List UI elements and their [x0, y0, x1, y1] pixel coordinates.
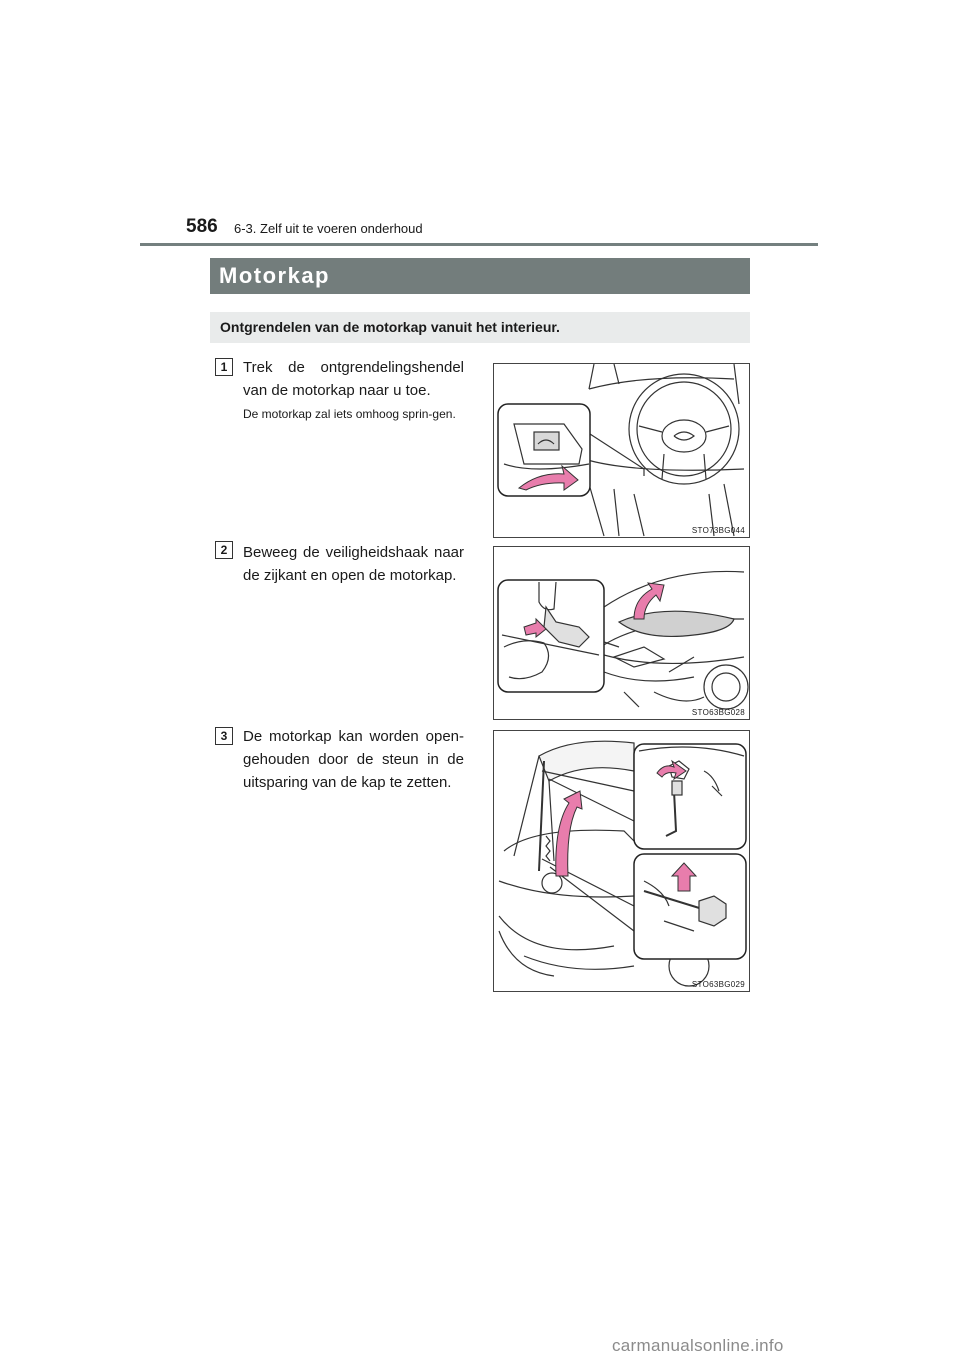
car-front-drawing	[494, 547, 749, 719]
step-number-badge: 2	[215, 541, 233, 559]
step-instruction: De motorkap kan worden open-gehouden door de steun in de uitsparing van de kap te zetten.	[243, 728, 464, 791]
step-instruction: Trek de ontgrendelingshendel van de motorkap naar u toe.	[243, 359, 464, 399]
hood-support-rod-illustration	[493, 730, 750, 992]
step-number-badge: 3	[215, 727, 233, 745]
hood-release-lever-illustration	[493, 363, 750, 538]
step-number-badge: 1	[215, 358, 233, 376]
section-title: Motorkap	[210, 258, 750, 294]
figure-code: STO63BG029	[691, 980, 745, 989]
dashboard-drawing	[494, 364, 749, 537]
figure-code: STO73BG044	[691, 526, 745, 535]
figure-code: STO63BG028	[691, 708, 745, 717]
header-divider	[140, 243, 818, 246]
step-instruction: Beweeg de veiligheidshaak naar de zijkant en open de motorkap.	[243, 544, 464, 584]
subsection-title: Ontgrendelen van de motorkap vanuit het interieur.	[210, 312, 750, 343]
open-hood-drawing	[494, 731, 749, 991]
section-reference: 6-3. Zelf uit te voeren onderhoud	[234, 221, 423, 236]
safety-catch-illustration	[493, 546, 750, 720]
page-number: 586	[186, 216, 218, 237]
watermark: carmanualsonline.info	[612, 1336, 784, 1355]
step-note: De motorkap zal iets omhoog sprin-gen.	[243, 407, 456, 421]
